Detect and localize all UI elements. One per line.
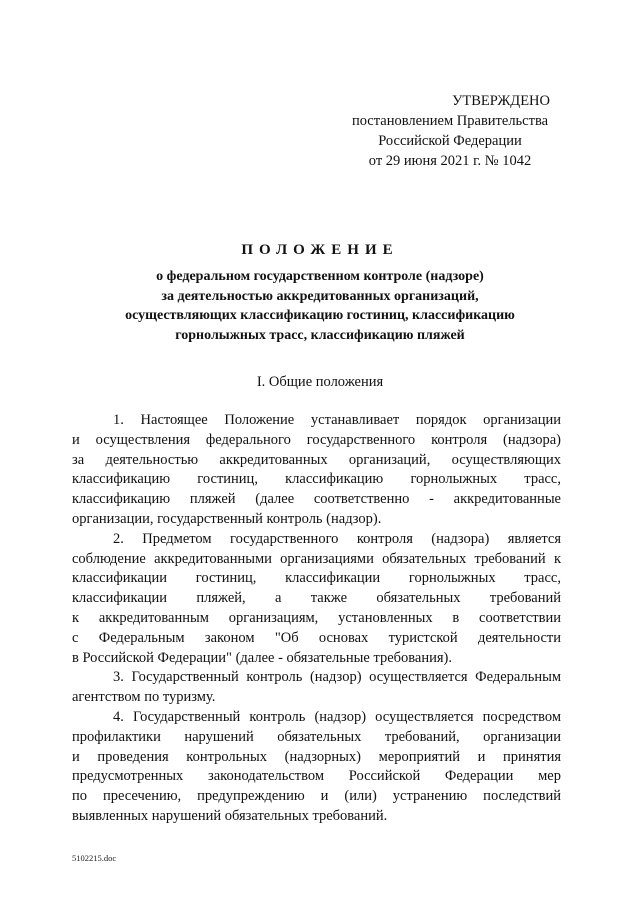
document-title: ПОЛОЖЕНИЕ	[241, 242, 399, 258]
paragraph-line: классификацию пляжей (далее соответственно - аккредитованные	[72, 491, 561, 508]
paragraph-line: классификации гостиниц, классификации горнолыжных трасс,	[72, 570, 561, 587]
document-body	[72, 411, 561, 827]
paragraph-3	[72, 668, 561, 708]
paragraph-line: 2. Предметом государственного контроля (надзора) является	[113, 530, 561, 547]
paragraph-line: и проведения контрольных (надзорных) мероприятий и принятия	[72, 748, 561, 765]
approval-date-line: от 29 июня 2021 г. № 1042	[368, 153, 532, 169]
document-subtitle-line: осуществляющих классификацию гостиниц, классификацию	[125, 308, 515, 323]
document-subtitle-line: горнолыжных трасс, классификацию пляжей	[175, 327, 465, 343]
paragraph-line: в Российской Федерации" (далее - обязательные требования).	[72, 649, 453, 666]
paragraph-2	[72, 530, 561, 669]
paragraph-1	[72, 411, 561, 530]
footer-file-code: 5102215.doc	[72, 853, 117, 863]
paragraph-line: соблюдение аккредитованными организациями обязательных требований к	[72, 550, 561, 567]
document-subtitle-line: о федеральном государственном контроле (надзоре)	[156, 269, 484, 284]
paragraph-line: и осуществления федерального государственного контроля (надзора)	[72, 431, 561, 448]
approval-line: Российской Федерации	[378, 133, 522, 149]
paragraph-line: по пресечению, предупреждению и (или) устранению последствий	[72, 788, 561, 805]
approval-stamp	[330, 91, 570, 171]
approval-line: постановлением Правительства	[351, 113, 549, 129]
paragraph-line: 1. Настоящее Положение устанавливает порядок организации	[113, 412, 561, 428]
paragraph-line: организации, государственный контроль (надзор).	[72, 510, 382, 527]
section-heading: I. Общие положения	[256, 374, 384, 390]
paragraph-line: с Федеральным законом "Об основах туристской деятельности	[72, 629, 561, 646]
paragraph-line: предусмотренных законодательством Российской Федерации мер	[72, 768, 561, 785]
paragraph-line: 3. Государственный контроль (надзор) осуществляется Федеральным	[113, 669, 561, 686]
document-title-block	[60, 240, 580, 345]
paragraph-line: классификацию гостиниц, классификацию горнолыжных трасс,	[72, 471, 561, 488]
paragraph-line: классификации пляжей, а также обязательных требований	[72, 590, 561, 607]
paragraph-line: за деятельностью аккредитованных организаций, осуществляющих	[72, 451, 561, 468]
paragraph-line: 4. Государственный контроль (надзор) осуществляется посредством	[113, 708, 561, 725]
approval-line: УТВЕРЖДЕНО	[452, 93, 550, 109]
paragraph-line: к аккредитованным организациям, установленных в соответствии	[72, 609, 561, 626]
paragraph-line: агентством по туризму.	[72, 689, 216, 706]
paragraph-line: профилактики нарушений обязательных требований, организации	[72, 728, 561, 745]
document-subtitle-line: за деятельностью аккредитованных организаций,	[161, 288, 479, 304]
paragraph-4	[72, 708, 561, 827]
paragraph-line: выявленных нарушений обязательных требований.	[72, 807, 388, 824]
